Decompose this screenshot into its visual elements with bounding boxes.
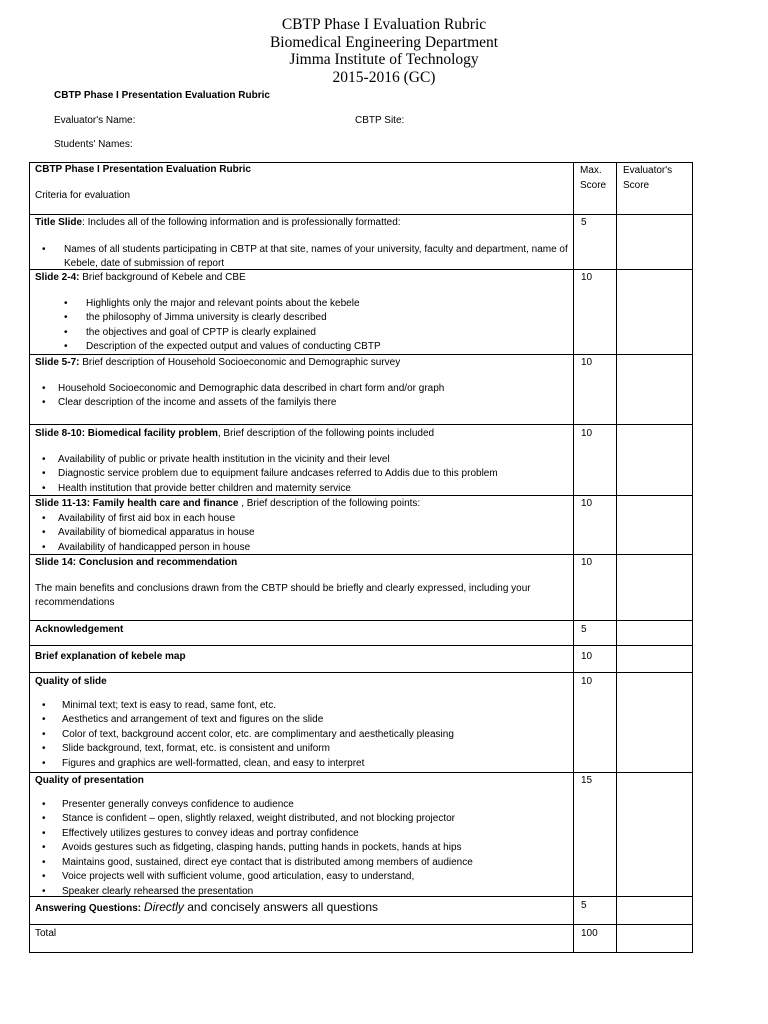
max-score-value: 10 [581,498,593,509]
row-title: Acknowledgement [35,624,124,635]
row-text: The main benefits and conclusions drawn from the CBTP should be briefly and clearly expressed, including your recommendations [35,582,531,608]
title-line: CBTP Phase I Evaluation Rubric [281,16,487,33]
bullet-item: • Availability of public or private health institution in the vicinity and their level [35,453,569,468]
row-description: Brief background of Kebele and CBE [79,272,246,283]
table-row [35,356,569,411]
table-row [35,675,569,771]
students-names-label: Students' Names: [54,139,133,150]
row-bullets [35,453,569,497]
table-header-criteria [35,163,569,203]
max-score-value: 10 [581,557,593,568]
max-score-value: 10 [581,676,593,687]
max-score-value: 15 [581,775,593,786]
bullet-item: • Clear description of the income and assets of the familyis there [35,396,569,411]
row-title: Answering Questions: [35,903,142,914]
max-score-value: 10 [581,428,593,439]
bullet-item: • Diagnostic service problem due to equipment failure andcases referred to Addis due to this problem [35,467,569,482]
max-score-value: 5 [581,217,587,228]
row-description: , Brief description of the following points included [217,428,435,439]
cbtp-site-label: CBTP Site: [355,115,405,126]
bullet-item: • Speaker clearly rehearsed the presentation [35,885,569,900]
evaluator-score-header [623,164,691,193]
evaluator-name-label: Evaluator's Name: [54,115,136,126]
row-title: Slide 14: Conclusion and recommendation [35,557,238,568]
row-description: , Brief description of the following points: [238,498,421,509]
bullet-item: • Maintains good, sustained, direct eye contact that is distributed among members of audience [35,856,569,871]
bullet-item: • Voice projects well with sufficient volume, good articulation, easy to understand, [35,870,569,885]
bullet-item: • the philosophy of Jimma university is clearly described [35,311,569,326]
row-bullets [35,382,569,411]
table-row [35,774,569,899]
row-bullets [35,699,569,772]
row-heading [35,216,569,231]
bullet-item: • Color of text, background accent color, etc. are complimentary and aesthetically pleasing [35,728,569,743]
row-title: Title Slide [35,217,83,228]
row-title: Slide 11-13: Family health care and finance [35,498,239,509]
max-score-value: 5 [581,900,587,911]
bullet-item: • Slide background, text, format, etc. is consistent and uniform [35,742,569,757]
rubric-subtitle: CBTP Phase I Presentation Evaluation Rubric [54,90,270,101]
row-title: Brief explanation of kebele map [35,651,186,662]
table-row [35,427,569,496]
bullet-item: • Highlights only the major and relevant points about the kebele [35,297,569,312]
row-description: Brief description of Household Socioeconomic and Demographic survey [79,357,401,368]
table-row [35,271,569,355]
bullet-item: • Effectively utilizes gestures to convey ideas and portray confidence [35,827,569,842]
max-score-header [580,164,614,193]
evaluator-score-header-line: Evaluator's [623,165,673,176]
row-bullets [35,512,569,556]
row-title: Quality of presentation [35,775,144,786]
row-heading [35,271,569,286]
max-score-header-line: Score [580,179,607,191]
row-title: Slide 5-7: [35,357,80,368]
title-line: 2015-2016 (GC) [332,68,436,86]
row-heading [35,427,569,442]
table-row [35,216,569,272]
bullet-item: • Avoids gestures such as fidgeting, clasping hands, putting hands in pockets, hands at hips [35,841,569,856]
max-score-value: 10 [581,357,593,368]
row-title: Slide 2-4: [35,272,80,283]
bullet-item: • Aesthetics and arrangement of text and figures on the slide [35,713,569,728]
max-score-value: 10 [581,272,593,283]
row-description: and concisely answers all questions [183,900,379,914]
max-score-value: 10 [581,651,593,662]
bullet-item: • Names of all students participating in CBTP at that site, names of your university, faculty and department, name of Kebele, date of submission of report [35,243,569,272]
bullet-item: • Availability of first aid box in each house [35,512,569,527]
row-bullets [35,798,569,900]
table-row [35,900,569,917]
bullet-item: • Stance is confident – open, slightly relaxed, weight distributed, and not blocking projector [35,812,569,827]
title-line: Biomedical Engineering Department [269,33,499,51]
evaluator-score-header-line: Score [623,179,650,191]
row-emphasis: Directly [143,900,184,914]
row-heading [35,356,569,371]
table-row [35,556,565,611]
bullet-item: • Health institution that provide better children and maternity service [35,482,569,497]
bullet-item: • Minimal text; text is easy to read, same font, etc. [35,699,569,714]
criteria-label: Criteria for evaluation [35,189,131,201]
document-title [0,16,768,86]
bullet-item: • Presenter generally conveys confidence to audience [35,798,569,813]
bullet-item: • Description of the expected output and values of conducting CBTP [35,340,569,355]
bullet-item: • Availability of biomedical apparatus in house [35,526,569,541]
max-score-value: 5 [581,624,587,635]
table-header-title: CBTP Phase I Presentation Evaluation Rubric [35,164,251,175]
bullet-item: • Figures and graphics are well-formatted, clean, and easy to interpret [35,757,569,772]
bullet-item: • the objectives and goal of CPTP is clearly explained [35,326,569,341]
table-row [35,497,569,555]
row-description: : Includes all of the following information and is professionally formatted: [82,217,401,228]
total-score-value: 100 [581,928,598,939]
row-title: Slide 8-10: Biomedical facility problem [35,428,218,439]
row-bullets [35,243,569,272]
row-title: Quality of slide [35,676,107,687]
bullet-item: • Availability of handicapped person in house [35,541,569,556]
bullet-item: • Household Socioeconomic and Demographic data described in chart form and/or graph [35,382,569,397]
total-label: Total [35,928,57,939]
max-score-header-line: Max. [580,165,602,176]
row-bullets [35,297,569,355]
row-heading [35,497,569,512]
title-line: Jimma Institute of Technology [289,51,479,68]
